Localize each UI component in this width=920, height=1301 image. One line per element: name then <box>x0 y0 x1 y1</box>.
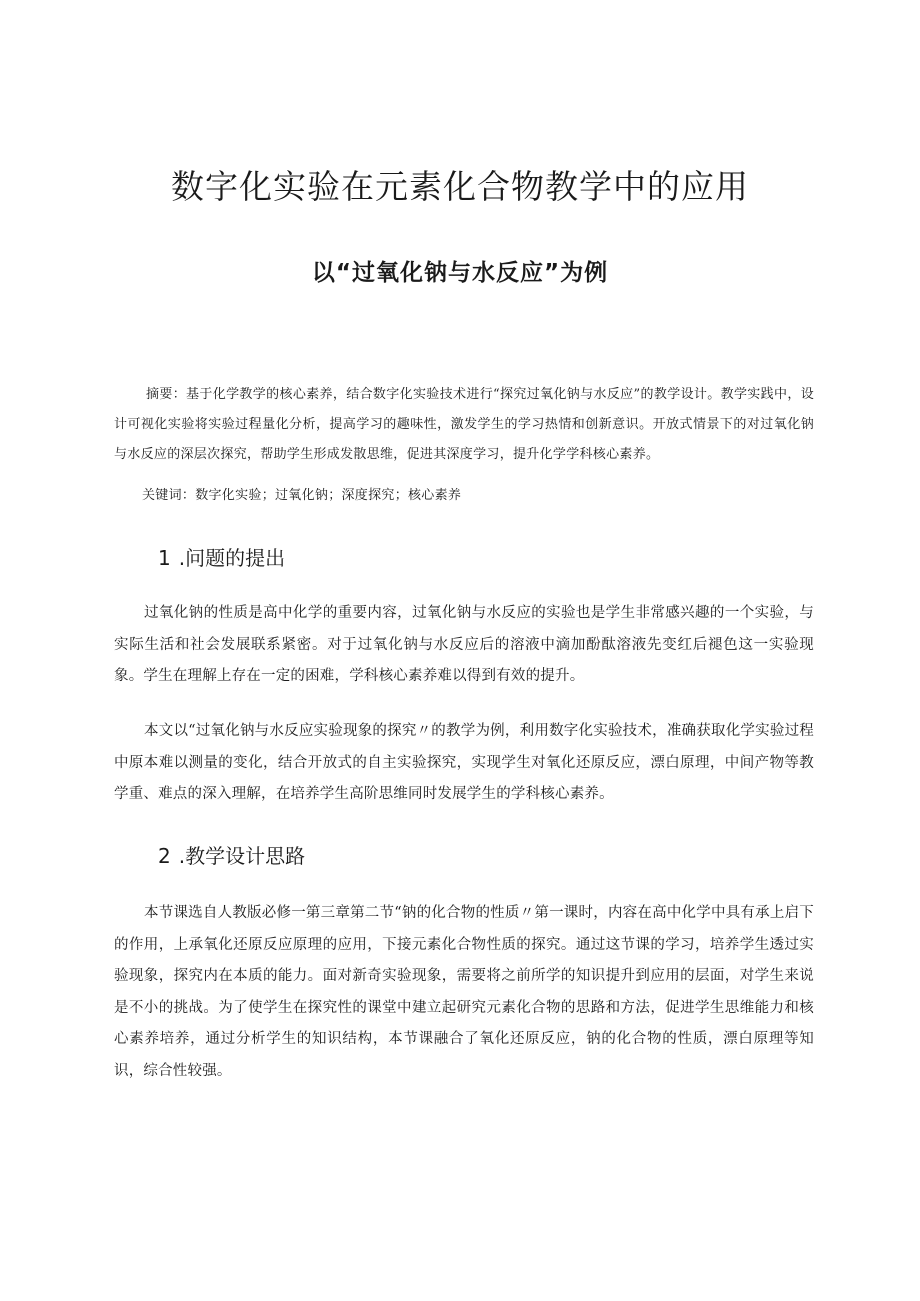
document-title: 数字化实验在元素化合物教学中的应用 <box>171 167 749 206</box>
section-number-1: 1 <box>158 546 171 570</box>
section-1-paragraph-1: 过氧化钠的性质是高中化学的重要内容，过氧化钠与水反应的实验也是学生非常感兴趣的一个实验，与实际生活和社会发展联系紧密。对于过氧化钠与水反应后的溶液中滴加酚酞溶液先变红后褪色这一实验现象。学生在理解上存在一定的困难，学科核心素养难以得到有效的提升。 <box>114 605 814 684</box>
section-2-paragraph-1: 本节课选自人教版必修一第三章第二节“钠的化合物的性质〃第一课时，内容在高中化学中具有承上启下的作用，上承氧化还原反应原理的应用，下接元素化合物性质的探究。通过这节课的学习，培养学生透过实验现象，探究内在本质的能力。面对新奇实验现象，需要将之前所学的知识提升到应用的层面，对学生来说是不小的挑战。为了使学生在探究性的课堂中建立起研究元素化合物的思路和方法，促进学生思维能力和核心素养培养，通过分析学生的知识结构，本节课融合了氧化还原反应，钠的化合物的性质，漂白原理等知识，综合性较强。 <box>114 905 814 1079</box>
section-1-paragraph-2: 本文以“过氧化钠与水反应实验现象的探究〃的教学为例，利用数字化实验技术，准确获取化学实验过程中原本难以测量的变化，结合开放式的自主实验探究，实现学生对氧化还原反应，漂白原理，中间产物等教学重、难点的深入理解，在培养学生高阶思维同时发展学生的学科核心素养。 <box>114 723 814 802</box>
document-subtitle: 以“过氧化钠与水反应”为例 <box>311 260 609 286</box>
section-heading-2 <box>158 842 305 870</box>
section-number-2: 2 <box>158 844 171 868</box>
keywords-line: 关键词：数字化实验；过氧化钠；深度探究；核心素养 <box>142 488 462 503</box>
section-heading-1 <box>158 544 285 572</box>
abstract-paragraph: 摘要：基于化学教学的核心素养，结合数字化实验技术进行“探究过氧化钠与水反应”的教学设计。教学实践中，设计可视化实验将实验过程量化分析，提高学习的趣味性，激发学生的学习热情和创新意识。开放式情景下的对过氧化钠与水反应的深层次探究，帮助学生形成发散思维，促进其深度学习，提升化学学科核心素养。 <box>114 387 814 462</box>
section-title-2: .教学设计思路 <box>178 844 306 868</box>
section-title-1: .问题的提出 <box>178 546 286 570</box>
